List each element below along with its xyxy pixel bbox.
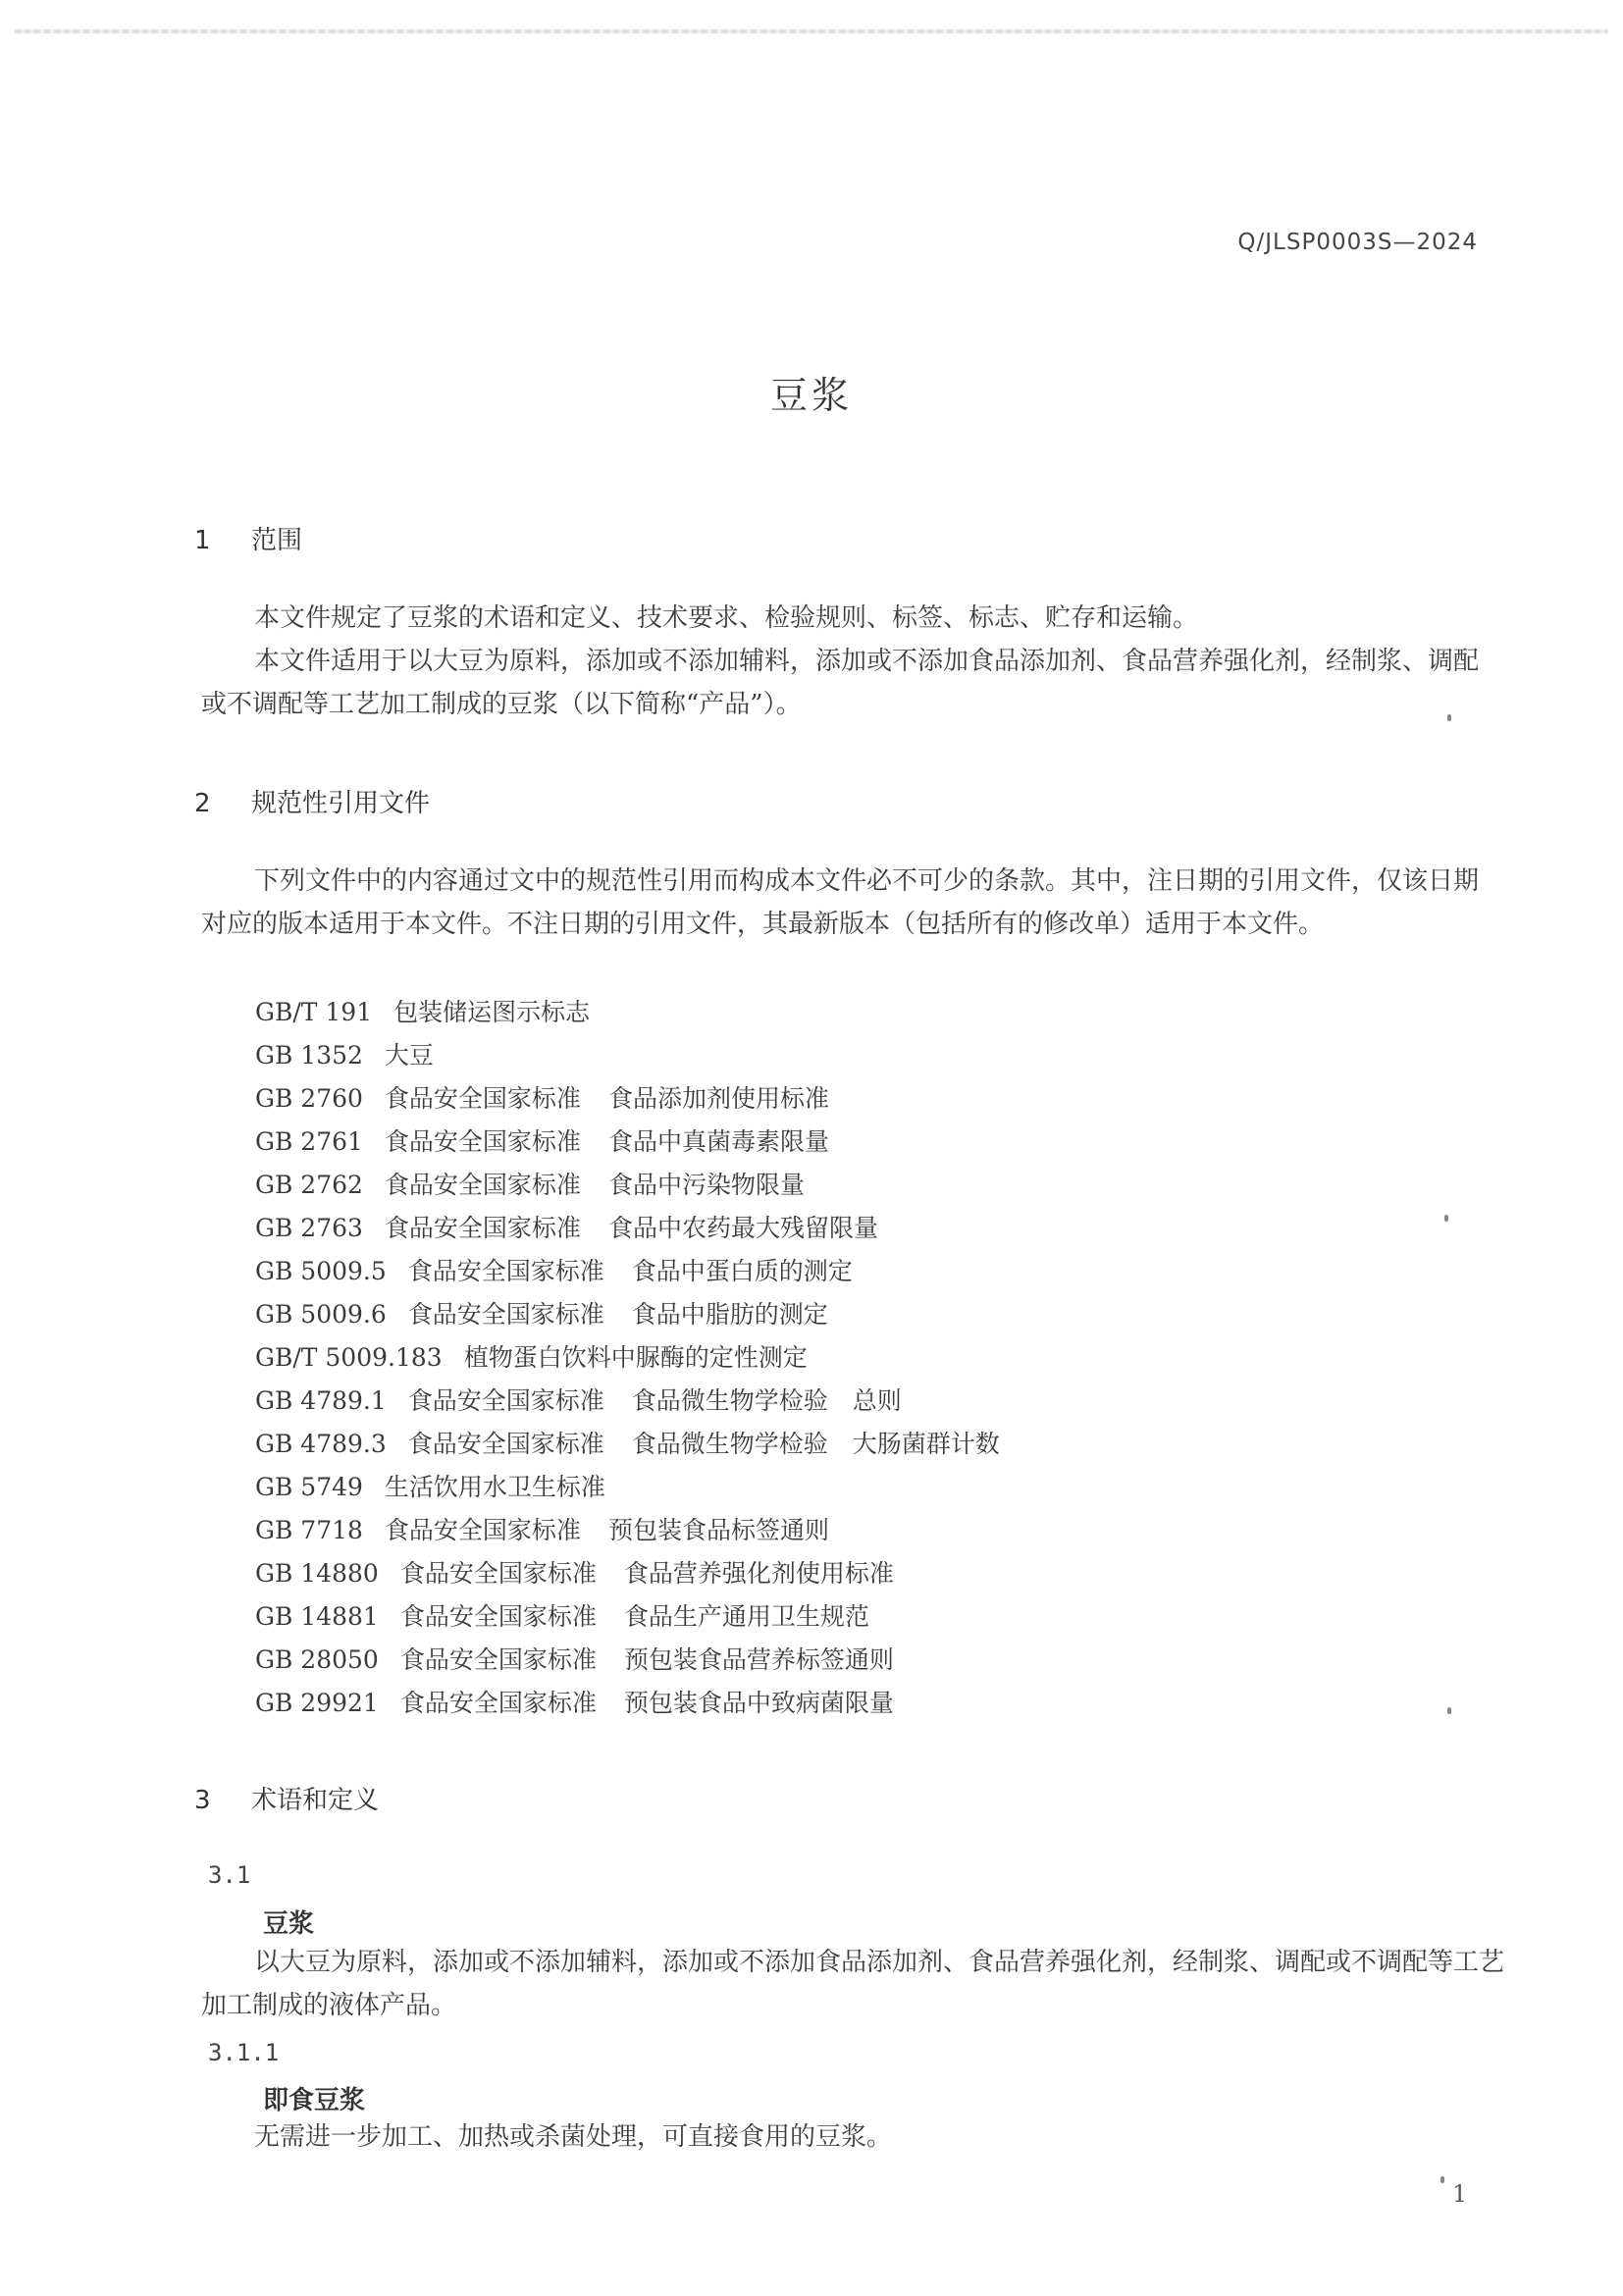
reference-item: GB 28050 食品安全国家标准 预包装食品营养标签通则 [255, 1645, 894, 1674]
section-title: 范围 [251, 526, 303, 555]
section-number: 1 [194, 526, 211, 555]
term-number: 3.1.1 [208, 2039, 280, 2066]
scan-edge-artifact [15, 29, 1608, 33]
reference-item: GB 5009.5 食品安全国家标准 食品中蛋白质的测定 [255, 1257, 853, 1285]
term-definition: 以大豆为原料，添加或不添加辅料，添加或不添加食品添加剂、食品营养强化剂，经制浆、调配或不调配等工艺加工制成的液体产品。 [201, 1948, 1505, 2020]
scan-speck [1444, 1215, 1448, 1222]
term-definition: 无需进一步加工、加热或杀菌处理，可直接食用的豆浆。 [254, 2122, 893, 2152]
section-heading-scope [194, 520, 302, 556]
standard-code: Q/JLSP0003S—2024 [1237, 230, 1478, 255]
scan-speck [1447, 1707, 1451, 1714]
section-number: 2 [194, 789, 211, 818]
scan-speck [1440, 2176, 1444, 2183]
section-number: 3 [194, 1786, 211, 1815]
reference-item: GB 4789.1 食品安全国家标准 食品微生物学检验 总则 [255, 1386, 902, 1415]
page-number: 1 [1452, 2180, 1468, 2208]
reference-item: GB 2762 食品安全国家标准 食品中污染物限量 [255, 1171, 805, 1199]
scan-speck [1447, 714, 1451, 721]
reference-item: GB 5749 生活饮用水卫生标准 [255, 1473, 605, 1501]
term-number: 3.1 [208, 1861, 251, 1889]
reference-item: GB 5009.6 食品安全国家标准 食品中脂肪的测定 [255, 1300, 828, 1329]
reference-item: GB 2760 食品安全国家标准 食品添加剂使用标准 [255, 1084, 829, 1113]
reference-item: GB 14880 食品安全国家标准 食品营养强化剂使用标准 [255, 1559, 894, 1588]
document-title: 豆浆 [769, 374, 853, 417]
reference-item: GB 1352 大豆 [255, 1041, 434, 1070]
reference-item: GB 7718 食品安全国家标准 预包装食品标签通则 [255, 1516, 829, 1544]
section-title: 规范性引用文件 [251, 789, 431, 818]
scope-paragraph-2: 本文件适用于以大豆为原料，添加或不添加辅料，添加或不添加食品添加剂、食品营养强化剂，经制浆、调配或不调配等工艺加工制成的豆浆（以下简称“产品”）。 [201, 647, 1480, 719]
section-heading-terms [194, 1780, 379, 1816]
section-heading-normative-references [194, 783, 430, 819]
term-name: 豆浆 [263, 1909, 315, 1939]
reference-item: GB/T 5009.183 植物蛋白饮料中脲酶的定性测定 [255, 1343, 808, 1372]
reference-item: GB 2761 食品安全国家标准 食品中真菌毒素限量 [255, 1127, 829, 1156]
reference-item: GB 4789.3 食品安全国家标准 食品微生物学检验 大肠菌群计数 [255, 1430, 1000, 1458]
reference-list [255, 991, 1000, 1725]
reference-item: GB 14881 食品安全国家标准 食品生产通用卫生规范 [255, 1602, 869, 1631]
scope-paragraph-1: 本文件规定了豆浆的术语和定义、技术要求、检验规则、标签、标志、贮存和运输。 [254, 603, 1199, 633]
reference-item: GB 2763 食品安全国家标准 食品中农药最大残留限量 [255, 1214, 878, 1242]
section-title: 术语和定义 [251, 1786, 380, 1815]
reference-item: GB/T 191 包装储运图示标志 [255, 998, 591, 1026]
term-name: 即食豆浆 [263, 2086, 366, 2115]
reference-item: GB 29921 食品安全国家标准 预包装食品中致病菌限量 [255, 1689, 894, 1717]
references-intro: 下列文件中的内容通过文中的规范性引用而构成本文件必不可少的条款。其中，注日期的引用文件，仅该日期对应的版本适用于本文件。不注日期的引用文件，其最新版本（包括所有的修改单）适用于本文件。 [201, 866, 1480, 939]
